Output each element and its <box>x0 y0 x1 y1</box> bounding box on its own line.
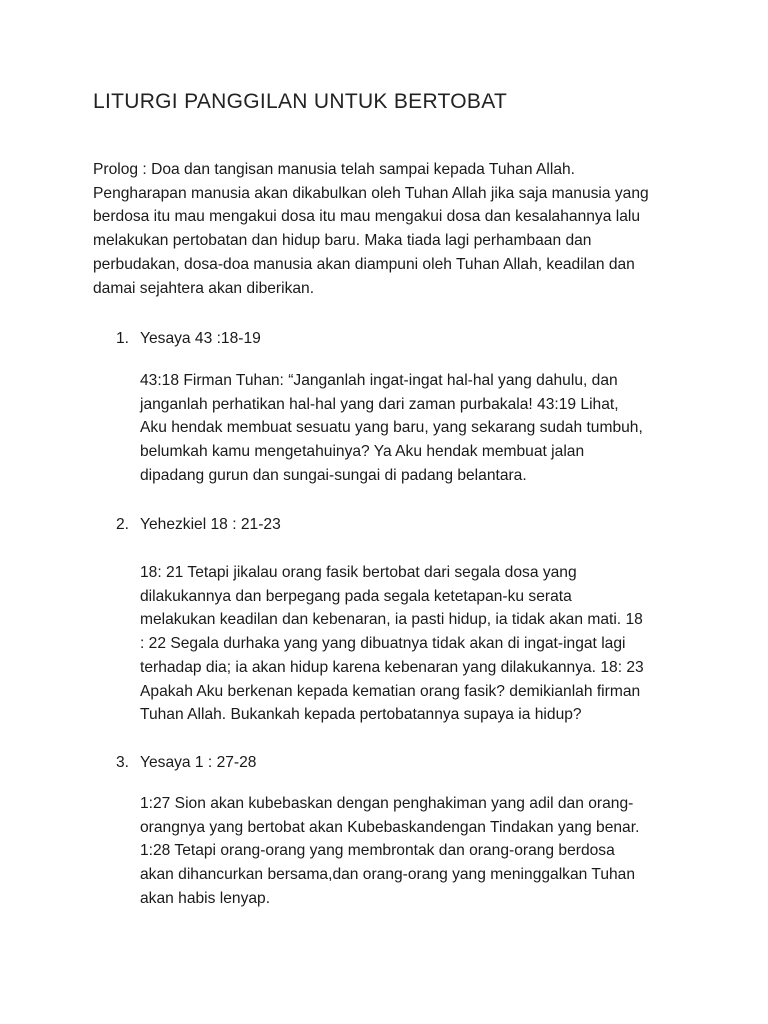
passage-line: 43:18 Firman Tuhan: “Janganlah ingat-ingat hal-hal yang dahulu, dan <box>140 372 618 389</box>
prolog-line: damai sejahtera akan diberikan. <box>93 279 315 297</box>
passage-line: dipadang gurun dan sungai-sungai di padang belantara. <box>140 466 527 484</box>
passage-line: terhadap dia; ia akan hidup karena kebenaran yang dilakukannya. 18: 23 <box>140 658 644 676</box>
prolog-line: melakukan pertobatan dan hidup baru. Maka tiada lagi perhambaan dan <box>93 232 592 250</box>
passage-line: Aku hendak membuat sesuatu yang baru, yang sekarang sudah tumbuh, <box>140 419 643 437</box>
prolog-line: perbudakan, dosa-doa manusia akan diampuni oleh Tuhan Allah, keadilan dan <box>93 255 635 273</box>
document-title: LITURGI PANGGILAN UNTUK BERTOBAT <box>93 90 508 113</box>
passage-line: dilakukannya dan berpegang pada segala ketetapan-ku serata <box>140 587 572 605</box>
scripture-passage <box>140 561 680 727</box>
passage-line: Tuhan Allah. Bukankah kepada pertobatannya supaya ia hidup? <box>140 706 582 724</box>
passage-line: 18: 21 Tetapi jikalau orang fasik bertobat dari segala dosa yang <box>140 564 577 581</box>
prolog-line: Pengharapan manusia akan dikabulkan oleh Tuhan Allah jika saja manusia yang <box>93 184 649 202</box>
passage-line: janganlah perhatikan hal-hal yang dari zaman purbakala! 43:19 Lihat, <box>140 395 619 413</box>
list-item-number: 3. <box>116 754 130 771</box>
scripture-passage <box>140 792 680 911</box>
passage-line: Apakah Aku berkenan kepada kematian orang fasik? demikianlah firman <box>140 682 641 700</box>
passage-line: melakukan keadilan dan kebenaran, ia pasti hidup, ia tidak akan mati. 18 <box>140 611 643 629</box>
passage-line: 1:28 Tetapi orang-orang yang membrontak dan orang-orang berdosa <box>140 842 615 860</box>
passage-line: : 22 Segala durhaka yang yang dibuatnya tidak akan di ingat-ingat lagi <box>140 635 626 653</box>
scripture-passage <box>140 369 680 488</box>
passage-line: akan dihancurkan bersama,dan orang-orang yang meninggalkan Tuhan <box>140 866 636 884</box>
prolog-line: Prolog : Doa dan tangisan manusia telah sampai kepada Tuhan Allah. <box>93 161 575 178</box>
scripture-reference: Yehezkiel 18 : 21-23 <box>140 516 281 533</box>
prolog-line: berdosa itu mau mengakui dosa itu mau mengakui dosa dan kesalahannya lalu <box>93 208 640 226</box>
list-item-number: 1. <box>116 330 130 347</box>
scripture-reference: Yesaya 1 : 27-28 <box>140 754 257 771</box>
scripture-reference: Yesaya 43 :18-19 <box>140 330 261 347</box>
prolog-paragraph <box>93 158 683 300</box>
passage-line: 1:27 Sion akan kubebaskan dengan penghakiman yang adil dan orang- <box>140 795 634 812</box>
passage-line: belumkah kamu mengetahuinya? Ya Aku hendak membuat jalan <box>140 443 585 461</box>
passage-line: akan habis lenyap. <box>140 889 271 907</box>
passage-line: orangnya yang bertobat akan Kubebaskandengan Tindakan yang benar. <box>140 818 640 836</box>
list-item-number: 2. <box>116 516 130 533</box>
